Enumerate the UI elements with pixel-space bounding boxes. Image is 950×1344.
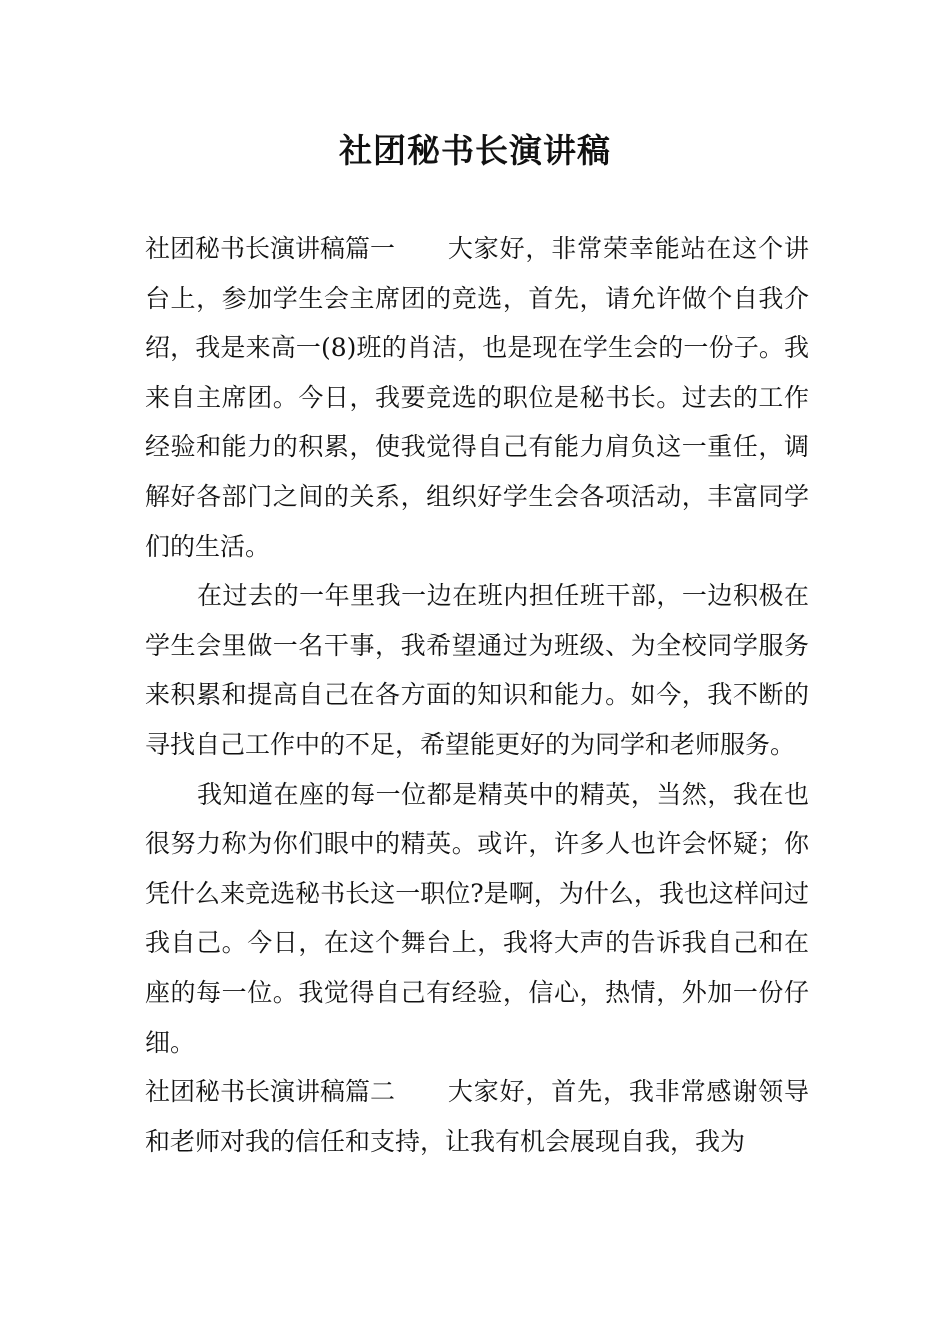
section1-intro: 大家好，非常荣幸能站在这个讲台上，参加学生会主席团的竞选，首先，请允许做个自我介绍，我是来高一(8)班的肖洁，也是现在学生会的一份子。我来自主席团。今日，我要竞选的职位是秘书长。过去的工作经验和能力的积累，使我觉得自己有能力肩负这一重任，调解好各部门之间的关系，组织好学生会各项活动，丰富同学们的生活。 [145,234,809,561]
section2-intro: 大家好，首先，我非常感谢领导和老师对我的信任和支持，让我有机会展现自我，我为 [145,1077,809,1156]
section1-paragraph1 [145,224,809,571]
document-body [145,224,809,1166]
section2-paragraph1 [145,1067,809,1166]
section2-label: 社团秘书长演讲稿篇二 [145,1077,396,1107]
section1-label: 社团秘书长演讲稿篇一 [145,234,396,263]
section1-paragraph3: 我知道在座的每一位都是精英中的精英，当然，我在也很努力称为你们眼中的精英。或许，许多人也许会怀疑；你凭什么来竞选秘书长这一职位?是啊，为什么，我也这样问过我自己。今日，在这个舞台上，我将大声的告诉我自己和在座的每一位。我觉得自己有经验，信心，热情，外加一份仔细。 [145,779,809,1057]
document-title: 社团秘书长演讲稿 [339,131,611,170]
section1-paragraph2: 在过去的一年里我一边在班内担任班干部，一边积极在学生会里做一名干事，我希望通过为班级、为全校同学服务来积累和提高自己在各方面的知识和能力。如今，我不断的寻找自己工作中的不足，希望能更好的为同学和老师服务。 [145,581,809,759]
